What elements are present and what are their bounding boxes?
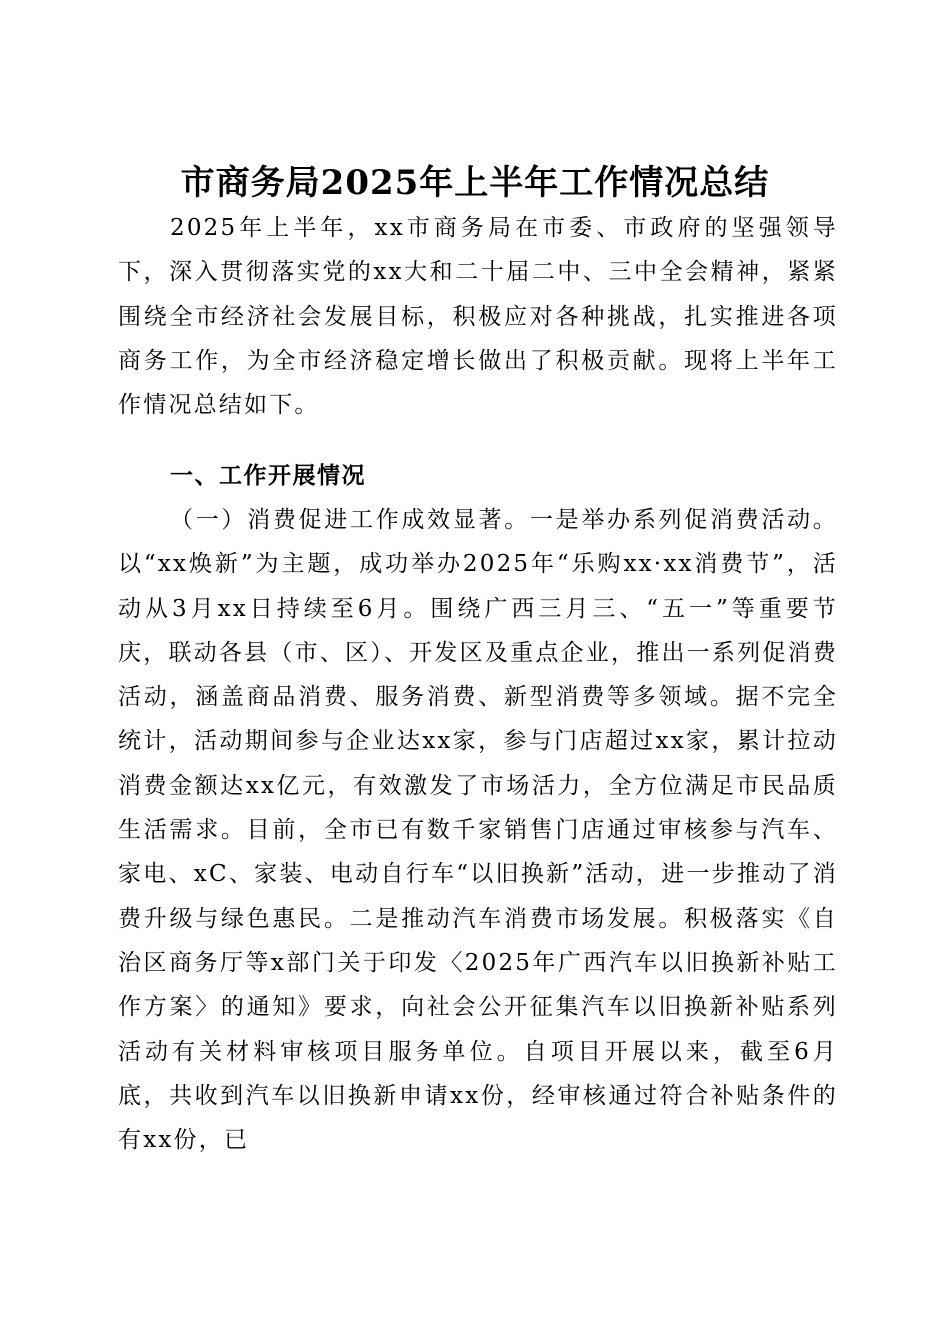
document-title: 市商务局2025年上半年工作情况总结 xyxy=(180,162,770,203)
subsection-heading: （一）消费促进工作成效显著。 xyxy=(170,507,530,533)
section-heading: 一、工作开展情况 xyxy=(170,463,366,489)
section-paragraph xyxy=(118,498,838,1162)
intro-paragraph: 2025年上半年，xx市商务局在市委、市政府的坚强领导下，深入贯彻落实党的xx大和二十届二中、三中全会精神，紧紧围绕全市经济社会发展目标，积极应对各种挑战，扎实推进各项商务工作，为全市经济稳定增长做出了积极贡献。现将上半年工作情况总结如下。 xyxy=(118,215,838,419)
subsection-body: 一是举办系列促消费活动。以“xx焕新”为主题，成功举办2025年“乐购xx·xx消费节”，活动从3月xx日持续至6月。围绕广西三月三、“五一”等重要节庆，联动各县（市、区）、开发区及重点企业，推出一系列促消费活动，涵盖商品消费、服务消费、新型消费等多领域。据不完全统计，活动期间参与企业达xx家，参与门店超过xx家，累计拉动消费金额达xx亿元，有效激发了市场活力，全方位满足市民品质生活需求。目前，全市已有数千家销售门店通过审核参与汽车、家电、xC、家装、电动自行车“以旧换新”活动，进一步推动了消费升级与绿色惠民。二是推动汽车消费市场发展。积极落实《自治区商务厅等x部门关于印发〈2025年广西汽车以旧换新补贴工作方案〉的通知》要求，向社会公开征集汽车以旧换新补贴系列活动有关材料审核项目服务单位。自项目开展以来，截至6月底，共收到汽车以旧换新申请xx份，经审核通过符合补贴条件的有xx份，已 xyxy=(118,507,838,1154)
